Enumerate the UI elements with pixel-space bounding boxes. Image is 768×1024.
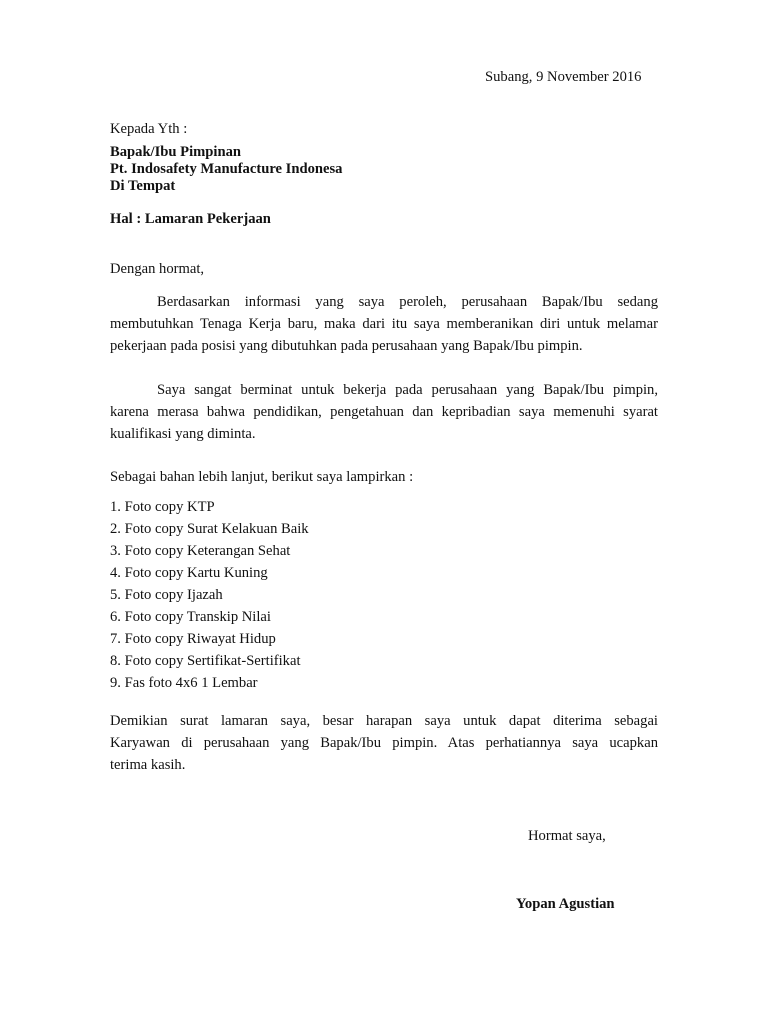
paragraph-2-line-1: Saya sangat berminat untuk bekerja pada perusahaan yang Bapak/Ibu pimpin,	[157, 382, 658, 398]
closing-paragraph-line-2: Karyawan di perusahaan yang Bapak/Ibu pimpin. Atas perhatiannya saya ucapkan	[110, 735, 658, 751]
attachment-item: 5. Foto copy Ijazah	[110, 587, 223, 603]
greeting: Dengan hormat,	[110, 261, 205, 277]
attachment-item: 6. Foto copy Transkip Nilai	[110, 609, 271, 625]
attachment-item: 4. Foto copy Kartu Kuning	[110, 565, 268, 581]
signer-name: Yopan Agustian	[516, 896, 615, 912]
recipient-line-1: Bapak/Ibu Pimpinan	[110, 144, 242, 160]
closing-paragraph-line-3: terima kasih.	[110, 757, 186, 773]
closing-salutation: Hormat saya,	[528, 828, 606, 844]
subject-line: Hal : Lamaran Pekerjaan	[110, 211, 271, 227]
paragraph-1-line-2: membutuhkan Tenaga Kerja baru, maka dari itu saya memberanikan diri untuk melamar	[110, 316, 658, 332]
place-date: Subang, 9 November 2016	[485, 69, 642, 85]
attachment-item: 2. Foto copy Surat Kelakuan Baik	[110, 521, 309, 537]
recipient-line-2: Pt. Indosafety Manufacture Indonesa	[110, 161, 343, 177]
closing-paragraph-line-1: Demikian surat lamaran saya, besar harapan saya untuk dapat diterima sebagai	[110, 713, 658, 729]
attachment-item: 3. Foto copy Keterangan Sehat	[110, 543, 291, 559]
attachment-item: 7. Foto copy Riwayat Hidup	[110, 631, 276, 647]
paragraph-1-line-3: pekerjaan pada posisi yang dibutuhkan pada perusahaan yang Bapak/Ibu pimpin.	[110, 338, 583, 354]
attachment-item: 8. Foto copy Sertifikat-Sertifikat	[110, 653, 301, 669]
attachment-item: 1. Foto copy KTP	[110, 499, 215, 515]
paragraph-2-line-3: kualifikasi yang diminta.	[110, 426, 256, 442]
attachment-item: 9. Fas foto 4x6 1 Lembar	[110, 675, 258, 691]
salutation-to: Kepada Yth :	[110, 121, 188, 137]
recipient-line-3: Di Tempat	[110, 178, 176, 194]
paragraph-2-line-2: karena merasa bahwa pendidikan, pengetahuan dan kepribadian saya memenuhi syarat	[110, 404, 658, 420]
paragraph-1-line-1: Berdasarkan informasi yang saya peroleh, perusahaan Bapak/Ibu sedang	[157, 294, 658, 310]
attachments-intro: Sebagai bahan lebih lanjut, berikut saya lampirkan :	[110, 469, 414, 485]
